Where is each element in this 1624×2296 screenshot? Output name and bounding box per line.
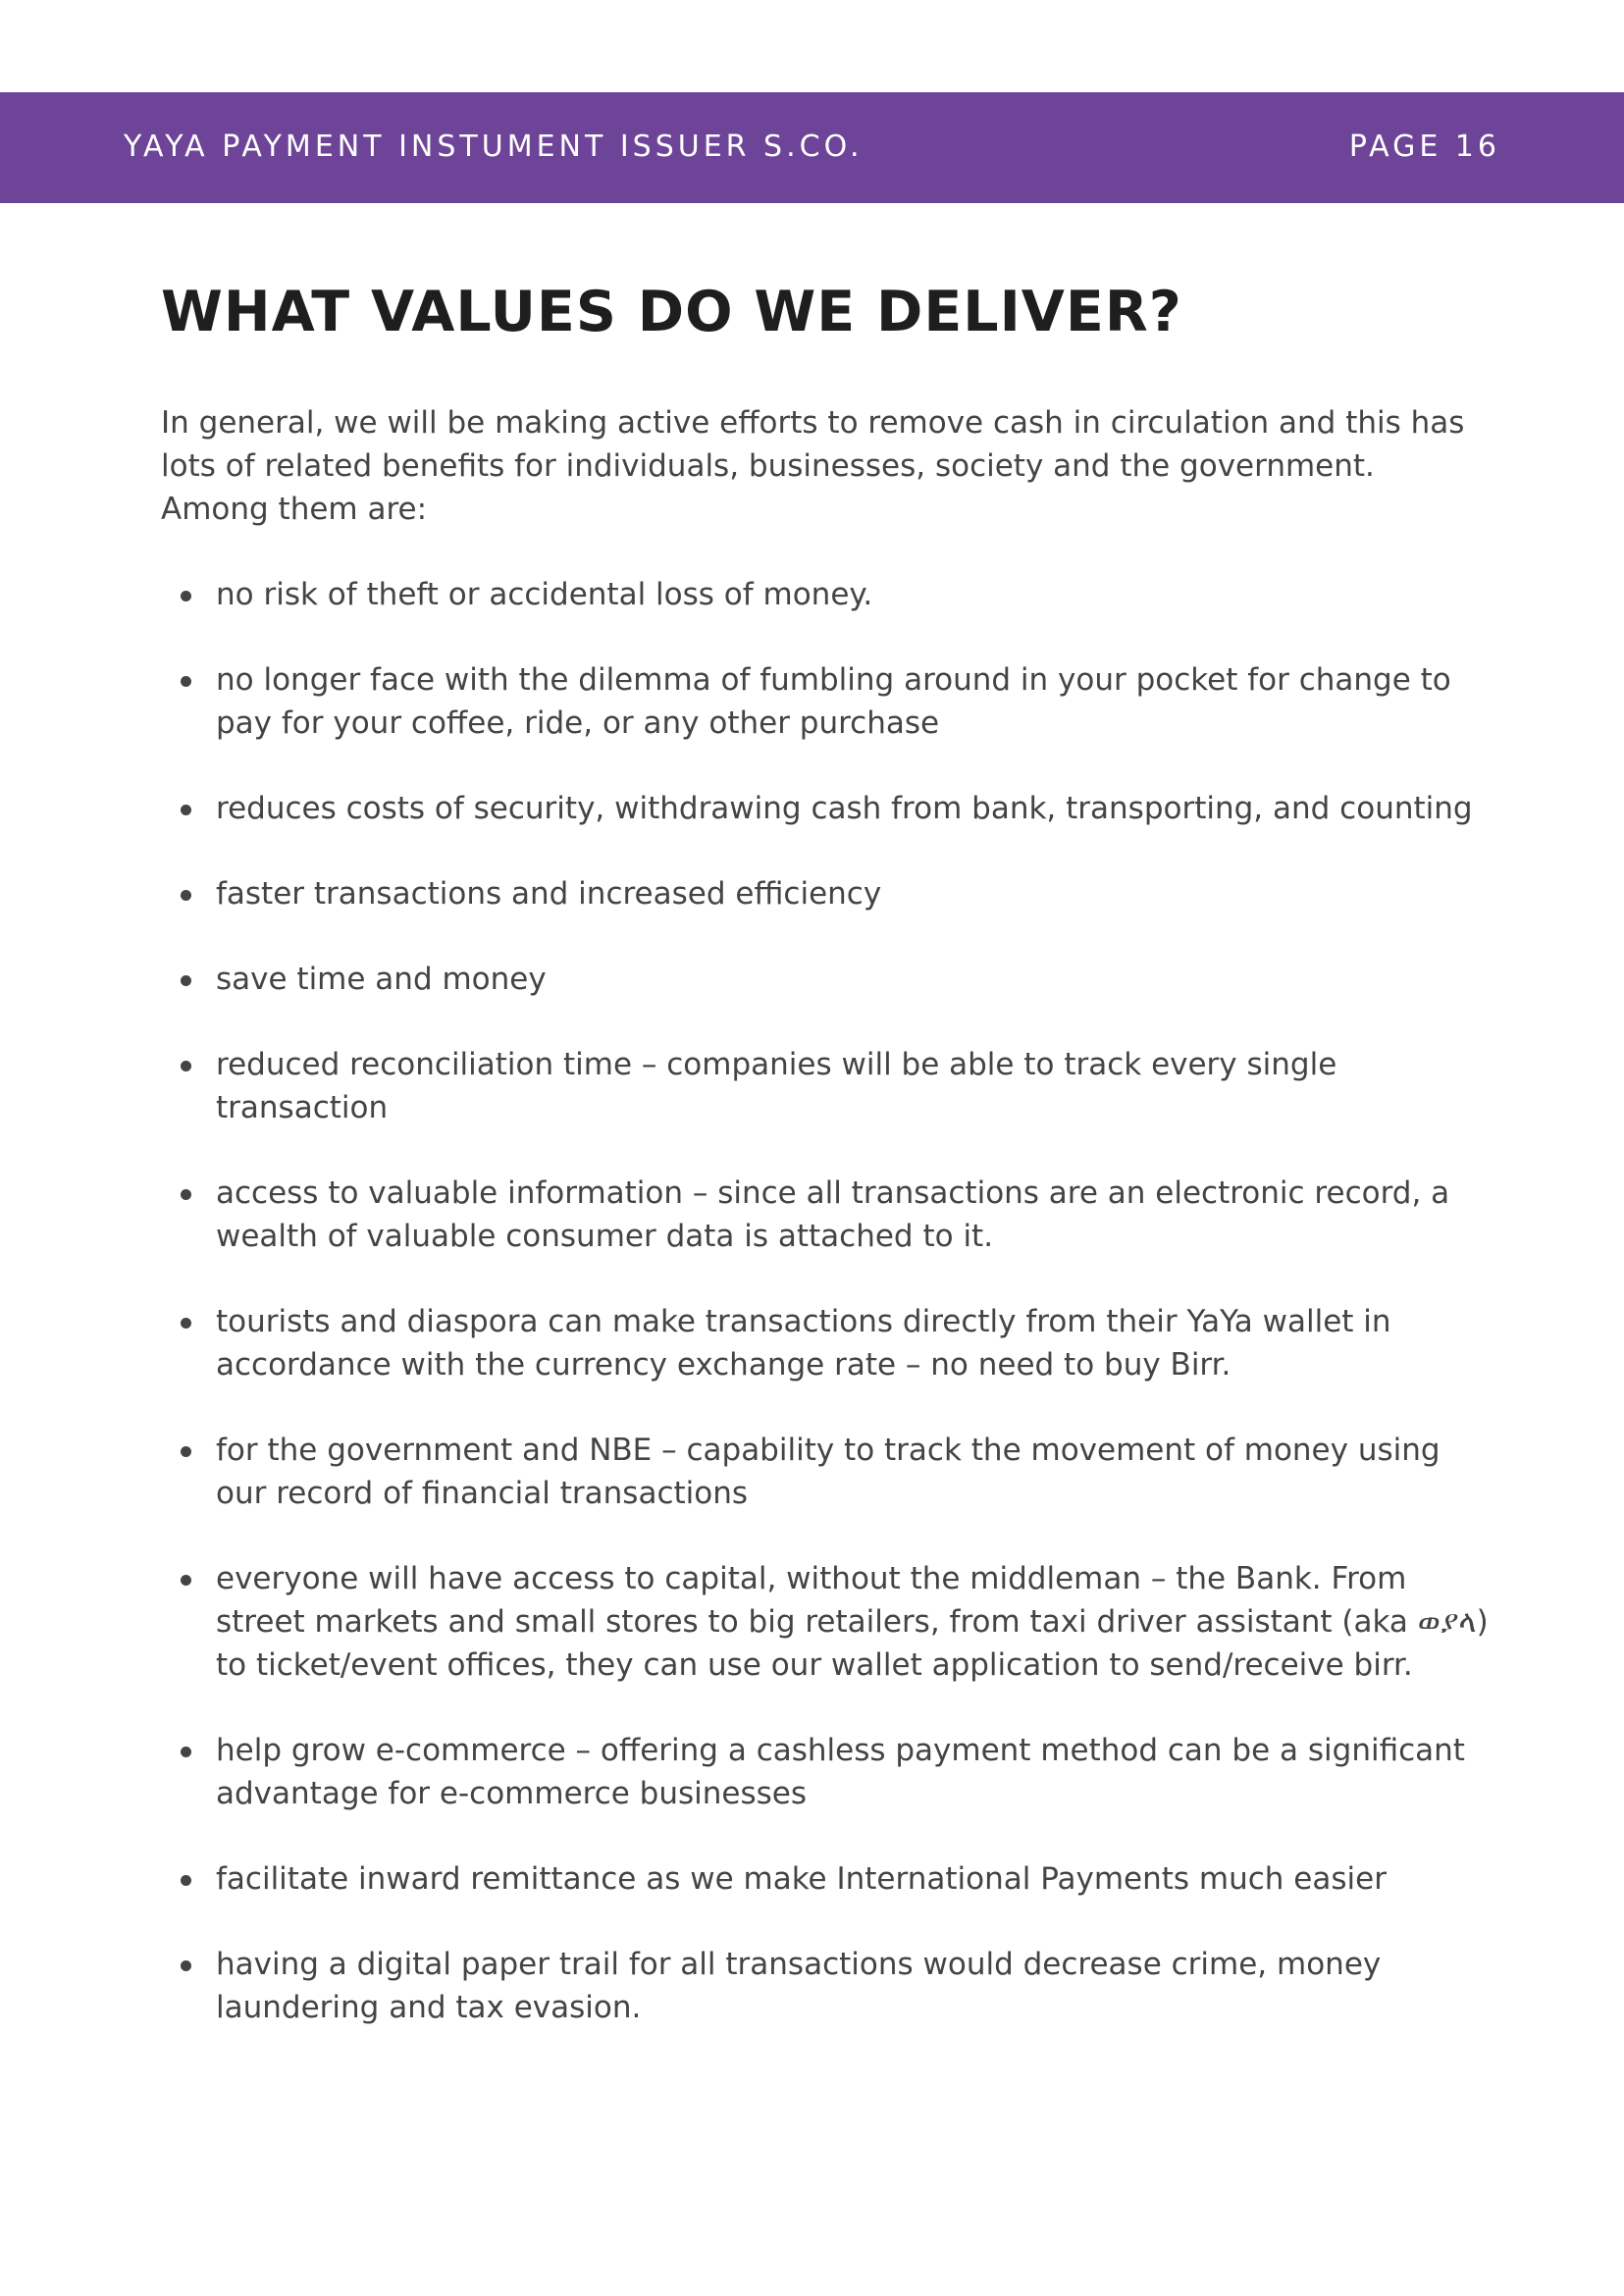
list-item [161,1300,1495,1386]
list-item [161,872,1495,915]
bullet-icon [181,1189,191,1200]
list-item [161,1172,1495,1258]
bullet-icon [181,676,191,687]
list-item-text: everyone will have access to capital, without the middleman – the Bank. From street markets and small stores to big retailers, from taxi driver assistant (aka ወያላ) to ticket/event offices, they can use our wallet application to send/receive birr. [216,1561,1489,1683]
intro-paragraph: In general, we will be making active efforts to remove cash in circulation and this has lots of related benefits for individuals, businesses, society and the government. Among them are: [161,405,1465,527]
list-item-text: no risk of theft or accidental loss of money. [216,577,873,612]
list-item-text: having a digital paper trail for all transactions would decrease crime, money laundering and tax evasion. [216,1947,1382,2025]
list-item-text: reduces costs of security, withdrawing cash from bank, transporting, and counting [216,791,1473,826]
list-item [161,1729,1495,1815]
list-item [161,658,1495,745]
list-item [161,787,1495,830]
bullet-icon [181,975,191,986]
page-title: WHAT VALUES DO WE DELIVER? [161,280,1182,344]
list-item [161,573,1495,616]
list-item-text: help grow e-commerce – offering a cashless payment method can be a significant advantage for e-commerce businesses [216,1733,1465,1811]
list-item-text: save time and money [216,962,547,997]
list-item-text: reduced reconciliation time – companies will be able to track every single transaction [216,1047,1337,1125]
list-item-text: faster transactions and increased efficiency [216,876,882,912]
bullet-icon [181,1747,191,1757]
bullet-icon [181,1575,191,1586]
benefits-list [161,573,1495,2071]
list-item [161,1557,1495,1687]
list-item [161,1043,1495,1129]
bullet-icon [181,1875,191,1886]
bullet-icon [181,1446,191,1457]
list-item-text: no longer face with the dilemma of fumbling around in your pocket for change to pay for your coffee, ride, or any other purchase [216,662,1451,741]
list-item-text: access to valuable information – since all transactions are an electronic record, a wealth of valuable consumer data is attached to it. [216,1175,1450,1254]
list-item [161,958,1495,1001]
list-item [161,1429,1495,1515]
header-page-number: PAGE 16 [1348,130,1500,164]
bullet-icon [181,591,191,601]
list-item-text: for the government and NBE – capability to track the movement of money using our record of financial transactions [216,1433,1441,1511]
bullet-icon [181,1061,191,1071]
list-item [161,1943,1495,2029]
list-item-text: tourists and diaspora can make transactions directly from their YaYa wallet in accordance with the currency exchange rate – no need to buy Birr. [216,1304,1391,1383]
header-company-name: YAYA PAYMENT INSTUMENT ISSUER S.CO. [124,130,864,164]
bullet-icon [181,1960,191,1971]
bullet-icon [181,1318,191,1329]
bullet-icon [181,805,191,815]
list-item [161,1857,1495,1901]
list-item-text: facilitate inward remittance as we make International Payments much easier [216,1861,1387,1897]
bullet-icon [181,890,191,901]
